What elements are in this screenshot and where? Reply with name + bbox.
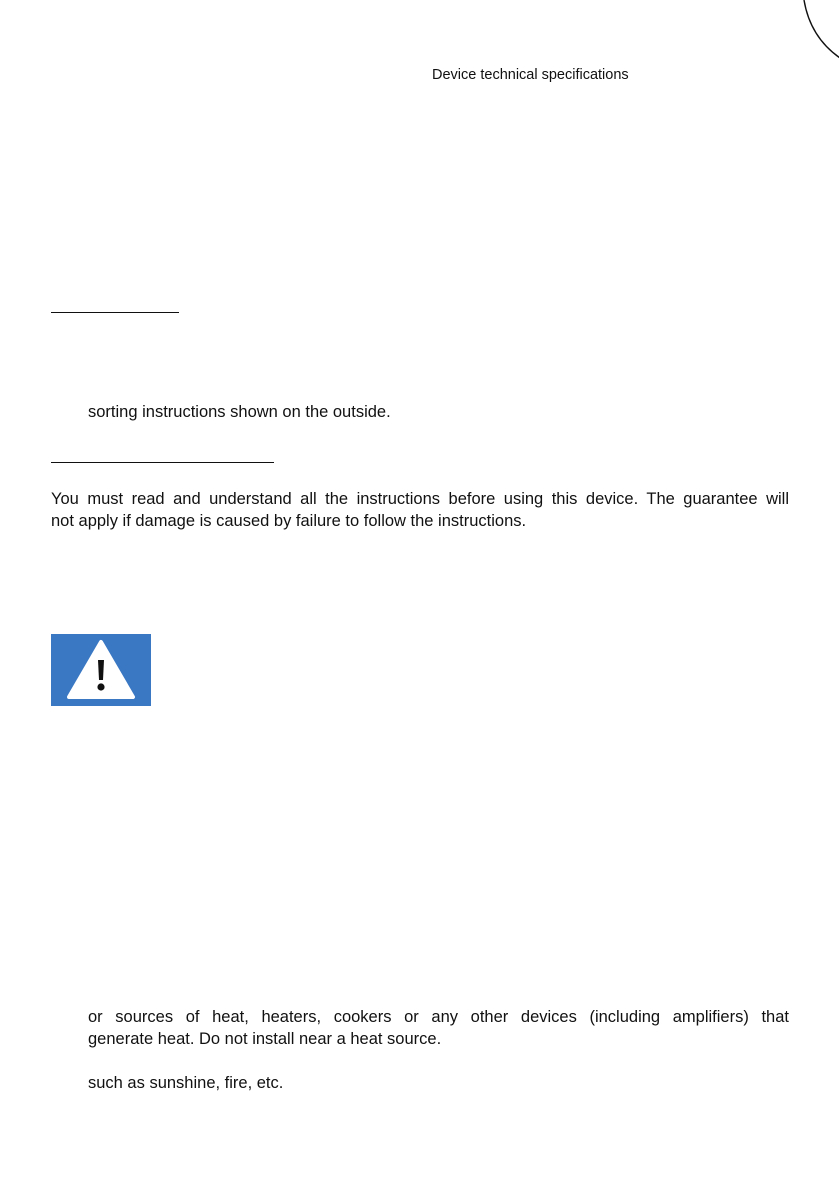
section-heading-underline bbox=[51, 462, 274, 463]
heat-warning-paragraph bbox=[88, 1006, 789, 1050]
safety-intro-line: not apply if damage is caused by failure to follow the instructions. bbox=[51, 512, 527, 530]
page-header-title: Device technical specifications bbox=[432, 67, 629, 83]
packaging-sorting-text: sorting instructions shown on the outside. bbox=[88, 403, 391, 421]
safety-intro-paragraph bbox=[51, 488, 789, 532]
heat-warning-line: generate heat. Do not install near a heat source. bbox=[88, 1030, 442, 1048]
page-corner-fold-mark bbox=[784, 0, 839, 60]
safety-intro-line: You must read and understand all the instructions before using this device. The guarantee will bbox=[51, 490, 789, 508]
sunshine-warning-text: such as sunshine, fire, etc. bbox=[88, 1074, 284, 1092]
section-heading-underline bbox=[51, 312, 179, 313]
warning-triangle-icon bbox=[51, 634, 151, 706]
heat-warning-line: or sources of heat, heaters, cookers or any other devices (including amplifiers) that bbox=[88, 1008, 789, 1026]
